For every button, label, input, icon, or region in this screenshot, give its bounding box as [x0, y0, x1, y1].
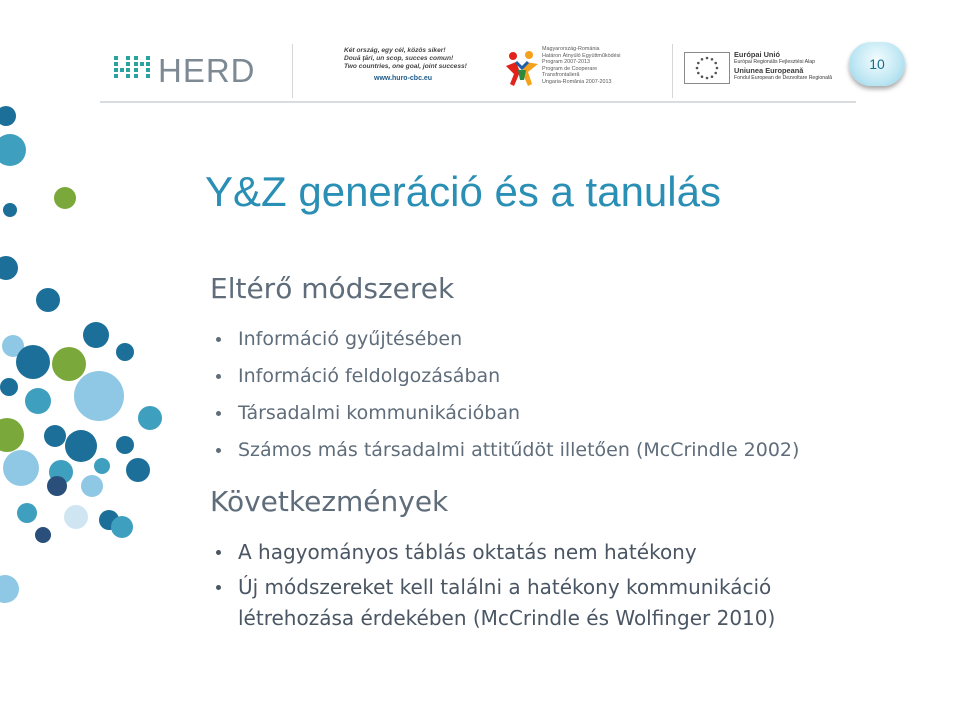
programme-line: Magyarország-Románia: [542, 46, 600, 52]
programme-line: Határon Átnyúló Együttműködési: [542, 52, 621, 59]
eu-logo: [684, 48, 854, 94]
list-item: Társadalmi kommunikációban: [216, 395, 799, 432]
list-item-line: Új módszereket kell találni a hatékony kommunikáció: [238, 575, 772, 599]
list-item: A hagyományos táblás oktatás nem hatékony: [216, 535, 775, 570]
list-item: Számos más társadalmi attitűdöt illetően (McCrindle 2002): [216, 432, 799, 469]
programme-logo: [504, 46, 654, 96]
herd-logo-text: HERD: [158, 52, 256, 89]
list-item-continuation: létrehozása érdekében (McCrindle és Wolfinger 2010): [238, 606, 776, 630]
list-item: Információ feldolgozásában: [216, 358, 799, 395]
eu-fund-ro: Fondul European de Dezvoltare Regională: [734, 75, 833, 81]
eu-union-hu: Európai Unió: [734, 50, 780, 59]
slogan-line-en: Two countries, one goal, joint success!: [344, 63, 467, 70]
herd-logo: [112, 50, 256, 89]
section-heading-consequences: Következmények: [210, 485, 449, 518]
header-logo-band: [100, 40, 860, 102]
eu-union-ro: Uniunea Europeană: [734, 66, 804, 75]
programme-line: Program de Cooperare: [542, 65, 598, 72]
huro-slogan-block: [344, 47, 467, 93]
programme-figures-icon: [504, 50, 540, 90]
header-separator: [672, 44, 673, 98]
eu-fund-hu: Európai Regionális Fejlesztési Alap: [734, 59, 816, 65]
programme-line: Transfrontalieră: [542, 72, 580, 79]
programme-line: Ungaria-România 2007-2013: [542, 78, 612, 85]
header-separator: [292, 44, 293, 98]
consequences-bullet-list: [216, 535, 775, 633]
programme-line: Program 2007-2013: [542, 59, 590, 66]
section-heading-methods: Eltérő módszerek: [210, 272, 455, 305]
slogan-line-hu: Két ország, egy cél, közös siker!: [344, 47, 446, 54]
decorative-circles: [0, 100, 200, 620]
eu-flag-icon: [684, 52, 730, 84]
slide-title: Y&Z generáció és a tanulás: [205, 168, 721, 215]
header-divider: [100, 101, 856, 103]
huro-url-link[interactable]: www.huro-cbc.eu: [374, 75, 433, 82]
methods-bullet-list: [216, 321, 799, 469]
slide-number-badge: 10: [849, 42, 905, 86]
list-item: [216, 570, 775, 633]
herd-dots-icon: [112, 50, 154, 88]
list-item: Információ gyűjtésében: [216, 321, 799, 358]
slogan-line-ro: Două ţări, un scop, succes comun!: [344, 55, 454, 62]
